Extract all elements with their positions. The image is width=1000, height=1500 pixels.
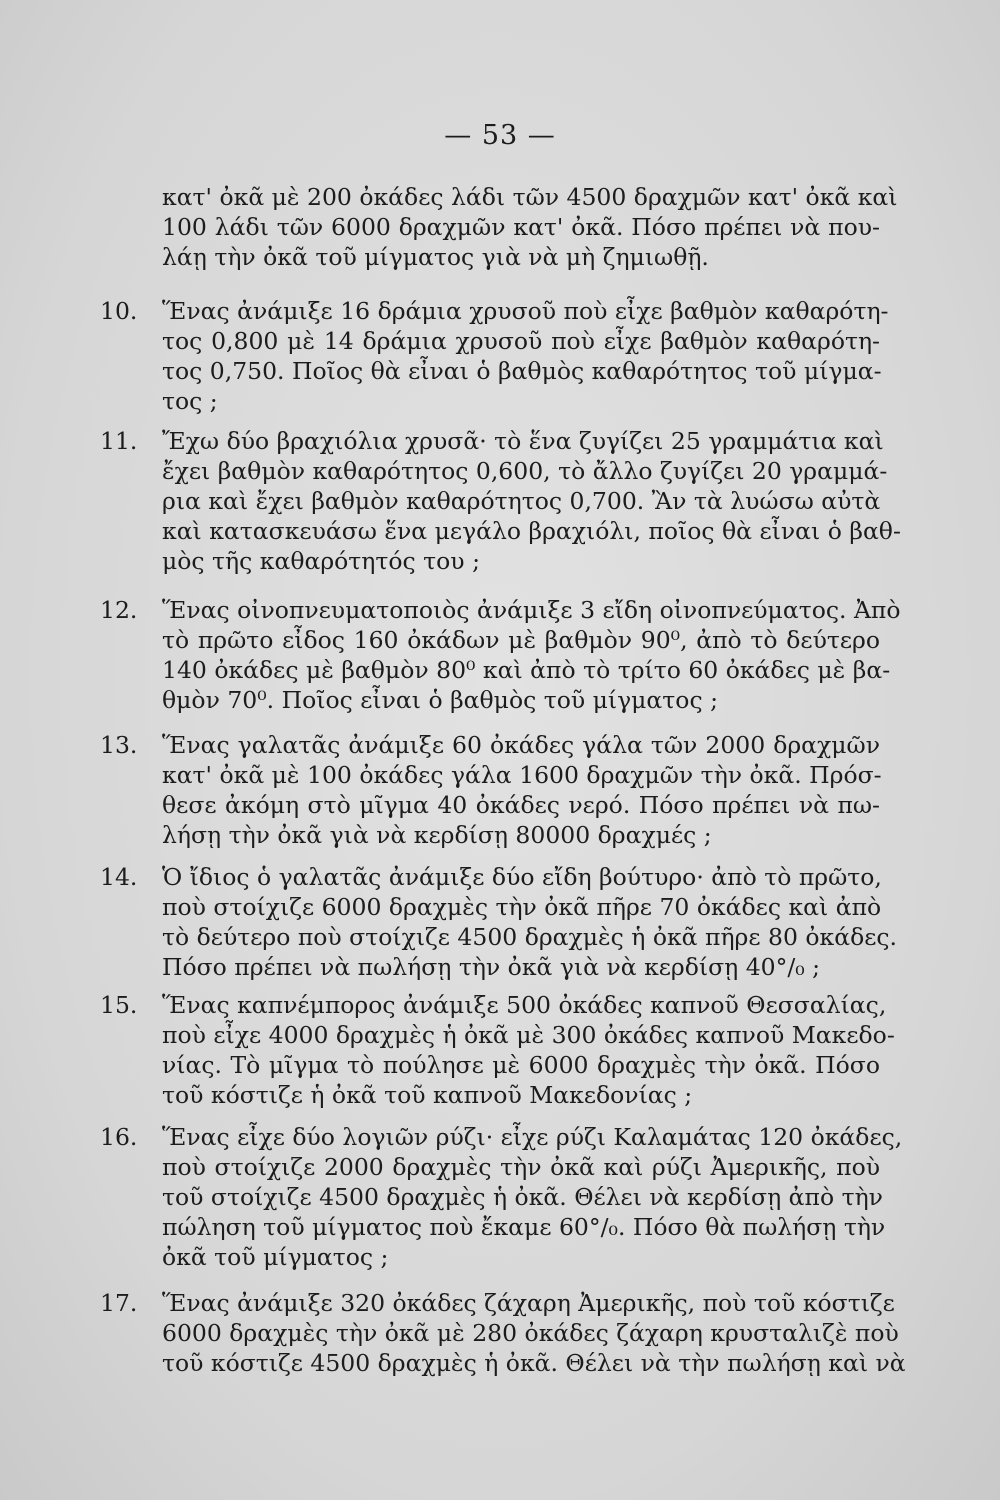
text-line: πώληση τοῦ μίγματος ποὺ ἔκαμε 60°/₀. Πόσο θὰ πωλήσῃ τὴν	[162, 1213, 886, 1241]
text-line: Ἕνας καπνέμπορος ἀνάμιξε 500 ὀκάδες καπνοῦ Θεσσαλίας,	[162, 991, 887, 1019]
text-line: κατ' ὀκᾶ μὲ 100 ὀκάδες γάλα 1600 δραχμῶν τὴν ὀκᾶ. Πρόσ-	[162, 761, 882, 789]
text-line: νίας. Τὸ μῖγμα τὸ πούλησε μὲ 6000 δραχμὲς τὴν ὀκᾶ. Πόσο	[162, 1051, 880, 1079]
text-line: Ἕνας ἀνάμιξε 320 ὀκάδες ζάχαρη Ἀμερικῆς, ποὺ τοῦ κόστιζε	[162, 1289, 895, 1317]
problem-10	[100, 296, 889, 416]
problem-number: 15.	[100, 991, 138, 1019]
text-line: Ἔχω δύο βραχιόλια χρυσᾶ· τὸ ἕνα ζυγίζει 25 γραμμάτια καὶ	[162, 427, 884, 455]
text-line: ποὺ στοίχιζε 6000 δραχμὲς τὴν ὀκᾶ πῆρε 70 ὀκάδες καὶ ἀπὸ	[162, 893, 882, 921]
problem-number: 13.	[100, 731, 138, 759]
problem-number: 17.	[100, 1289, 138, 1317]
text-line: ἔχει βαθμὸν καθαρότητος 0,600, τὸ ἄλλο ζυγίζει 20 γραμμά-	[162, 457, 888, 485]
text-line: 6000 δραχμὲς τὴν ὀκᾶ μὲ 280 ὀκάδες ζάχαρη κρυσταλιζὲ ποὺ	[162, 1319, 899, 1347]
problem-14	[100, 862, 898, 982]
problem-12	[100, 595, 901, 715]
problem-number: 11.	[100, 427, 138, 455]
text-line: τος 0,800 μὲ 14 δράμια χρυσοῦ ποὺ εἶχε βαθμὸν καθαρότη-	[162, 327, 880, 355]
problem-17	[100, 1288, 906, 1378]
text-line: καὶ κατασκευάσω ἕνα μεγάλο βραχιόλι, ποῖος θὰ εἶναι ὁ βαθ-	[162, 517, 901, 545]
text-line: τοῦ στοίχιζε 4500 δραχμὲς ἡ ὀκᾶ. Θέλει νὰ κερδίσῃ ἀπὸ τὴν	[162, 1183, 883, 1211]
problem-number: 16.	[100, 1123, 138, 1151]
problem-11	[100, 426, 901, 576]
text-line: Ἕνας γαλατᾶς ἀνάμιξε 60 ὀκάδες γάλα τῶν 2000 δραχμῶν	[162, 731, 880, 759]
text-line: θεσε ἀκόμη στὸ μῖγμα 40 ὀκάδες νερό. Πόσο πρέπει νὰ πω-	[162, 791, 880, 819]
text-line: ποὺ στοίχιζε 2000 δραχμὲς τὴν ὀκᾶ καὶ ρύζι Ἀμερικῆς, ποὺ	[162, 1153, 880, 1181]
text-line: κατ' ὀκᾶ μὲ 200 ὀκάδες λάδι τῶν 4500 δραχμῶν κατ' ὀκᾶ καὶ	[162, 183, 898, 211]
text-line: τος ;	[162, 387, 218, 415]
text-line: τος 0,750. Ποῖος θὰ εἶναι ὁ βαθμὸς καθαρότητος τοῦ μίγμα-	[162, 357, 882, 385]
text-line: Ἕνας ἀνάμιξε 16 δράμια χρυσοῦ ποὺ εἶχε βαθμὸν καθαρότη-	[162, 297, 889, 325]
problem-15	[100, 990, 895, 1110]
text-line: θμὸν 70⁰. Ποῖος εἶναι ὁ βαθμὸς τοῦ μίγματος ;	[162, 686, 719, 714]
text-line: τοῦ κόστιζε 4500 δραχμὲς ἡ ὀκᾶ. Θέλει νὰ τὴν πωλήσῃ καὶ νὰ	[162, 1349, 906, 1377]
problem-number: 14.	[100, 863, 138, 891]
problem-13	[100, 730, 880, 850]
problem-number	[100, 182, 162, 212]
text-line: Ἕνας οἰνοπνευματοποιὸς ἀνάμιξε 3 εἴδη οἰνοπνεύματος. Ἀπὸ	[162, 596, 901, 624]
text-line: Πόσο πρέπει νὰ πωλήσῃ τὴν ὀκᾶ γιὰ νὰ κερδίσῃ 40°/₀ ;	[162, 953, 821, 981]
problem-number: 10.	[100, 297, 138, 325]
text-line: λάῃ τὴν ὀκᾶ τοῦ μίγματος γιὰ νὰ μὴ ζημιωθῇ.	[162, 243, 709, 271]
text-line: 140 ὀκάδες μὲ βαθμὸν 80⁰ καὶ ἀπὸ τὸ τρίτο 60 ὀκάδες μὲ βα-	[162, 656, 891, 684]
problem-number: 12.	[100, 596, 138, 624]
text-line: ποὺ εἶχε 4000 δραχμὲς ἡ ὀκᾶ μὲ 300 ὀκάδες καπνοῦ Μακεδο-	[162, 1021, 895, 1049]
text-line: τὸ πρῶτο εἶδος 160 ὀκάδων μὲ βαθμὸν 90⁰, ἀπὸ τὸ δεύτερο	[162, 626, 880, 654]
continuation-paragraph	[100, 182, 898, 272]
text-line: ρια καὶ ἔχει βαθμὸν καθαρότητος 0,700. Ἂν τὰ λυώσω αὐτὰ	[162, 487, 881, 515]
text-line: Ὁ ἴδιος ὁ γαλατᾶς ἀνάμιξε δύο εἴδη βούτυρο· ἀπὸ τὸ πρῶτο,	[162, 863, 882, 891]
page-number: — 53 —	[444, 120, 556, 151]
text-line: ὀκᾶ τοῦ μίγματος ;	[162, 1243, 389, 1271]
problem-16	[100, 1122, 903, 1272]
text-line: Ἕνας εἶχε δύο λογιῶν ρύζι· εἶχε ρύζι Καλαμάτας 120 ὀκάδες,	[162, 1123, 903, 1151]
text-line: τοῦ κόστιζε ἡ ὀκᾶ τοῦ καπνοῦ Μακεδονίας ;	[162, 1081, 693, 1109]
text-line: 100 λάδι τῶν 6000 δραχμῶν κατ' ὀκᾶ. Πόσο πρέπει νὰ που-	[162, 213, 880, 241]
text-line: λήσῃ τὴν ὀκᾶ γιὰ νὰ κερδίσῃ 80000 δραχμές ;	[162, 821, 712, 849]
text-line: τὸ δεύτερο ποὺ στοίχιζε 4500 δραχμὲς ἡ ὀκᾶ πῆρε 80 ὀκάδες.	[162, 923, 898, 951]
text-line: μὸς τῆς καθαρότητός του ;	[162, 547, 480, 575]
